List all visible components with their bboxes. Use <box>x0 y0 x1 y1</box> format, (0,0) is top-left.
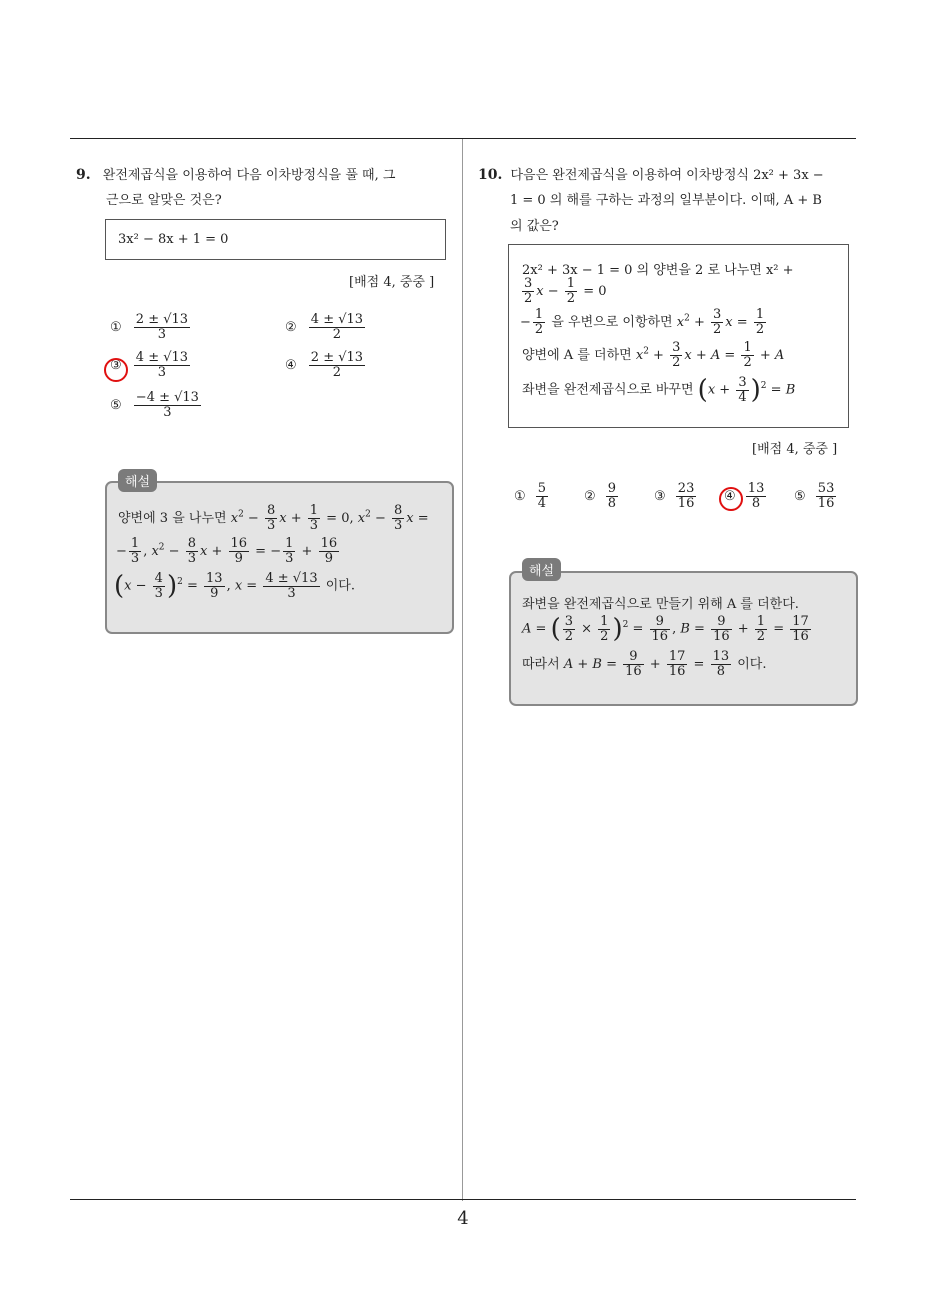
solution-line3: 따라서 A + B = $\frac{9}{16}$ + $\frac{17}{16}$ = $\frac{13}{8}$ 이다. <box>522 649 767 679</box>
score-meta: [배점 4, 중중 ] <box>752 442 838 457</box>
equation-box <box>105 219 446 260</box>
solution-tag: 해설 <box>522 558 561 581</box>
box-line4: 양변에 A 를 더하면 $x^2$ + $\frac{3}{2}$ x + A = $\frac{1}{2}$ + A <box>522 340 785 370</box>
option-3[interactable]: ③ $\frac{23}{16}$ <box>654 481 695 511</box>
question-text-line2: 1 = 0 의 해를 구하는 과정의 일부분이다. 이때, A + B <box>510 193 822 208</box>
option-marker: ④ <box>724 489 736 504</box>
page-number: 4 <box>457 1208 469 1229</box>
solution-line1: 좌변을 완전제곱식으로 만들기 위해 A 를 더한다. <box>522 597 799 612</box>
question-text-line1: 완전제곱식을 이용하여 다음 이차방정식을 풀 때, 그 <box>102 168 396 183</box>
solution-line2: − $\frac{1}{3}$ , $x^2$ − $\frac{8}{3}$ x + $\frac{16}{9}$ = − $\frac{1}{3}$ + $\frac{16}{9}$ <box>116 536 338 566</box>
question-text-line2: 근으로 알맞은 것은? <box>106 193 222 208</box>
question-text-line1: 다음은 완전제곱식을 이용하여 이차방정식 2x² + 3x − <box>510 168 824 183</box>
solution-line3: (x − $\frac{4}{3}$ )$^2$ = $\frac{13}{9}$ , x = $\frac{4 \pm √13}{3}$ 이다. <box>114 570 355 601</box>
option-4[interactable]: ④ $\frac{13}{8}$ <box>724 481 765 511</box>
bottom-rule <box>70 1199 856 1200</box>
option-marker: ② <box>285 320 297 335</box>
option-5[interactable]: ⑤ $\frac{-4 \pm √13}{3}$ <box>110 390 199 420</box>
answer-circle <box>719 487 743 511</box>
option-marker: ⑤ <box>110 398 122 413</box>
box-line1: 2x² + 3x − 1 = 0 의 양변을 2 로 나누면 x² + <box>522 263 794 278</box>
option-marker: ⑤ <box>794 489 806 504</box>
box-line5: 좌변을 완전제곱식으로 바꾸면 (x + $\frac{3}{4}$ )$^2$ = B <box>522 374 796 405</box>
option-marker: ③ <box>110 358 122 373</box>
solution-line2: A = ( $\frac{3}{2}$ × $\frac{1}{2}$ )$^2$ = $\frac{9}{16}$ , B = $\frac{9}{16}$ + $\frac{1}{2}$ = $\frac{17}{16}$ <box>522 613 809 644</box>
option-marker: ③ <box>654 489 666 504</box>
option-marker: ④ <box>285 358 297 373</box>
option-marker: ① <box>514 489 526 504</box>
option-5[interactable]: ⑤ $\frac{53}{16}$ <box>794 481 835 511</box>
question-number: 9. <box>76 167 91 183</box>
option-marker: ② <box>584 489 596 504</box>
score-meta: [배점 4, 중중 ] <box>349 275 435 290</box>
column-divider <box>462 139 463 1201</box>
option-1[interactable]: ① $\frac{2 \pm √13}{3}$ <box>110 312 189 342</box>
answer-circle <box>104 358 128 382</box>
option-marker: ① <box>110 320 122 335</box>
solution-tag: 해설 <box>118 469 157 492</box>
question-number: 10. <box>478 167 503 183</box>
equation: 3x² − 8x + 1 = 0 <box>118 232 229 247</box>
option-2[interactable]: ② $\frac{4 \pm √13}{2}$ <box>285 312 364 342</box>
solution-line1: 양변에 3 을 나누면 $x^2$ − $\frac{8}{3}$ x + $\frac{1}{3}$ = 0, $x^2$ − $\frac{8}{3}$ x = <box>118 503 429 533</box>
option-3[interactable]: ③ $\frac{4 \pm √13}{3}$ <box>110 350 189 380</box>
option-2[interactable]: ② $\frac{9}{8}$ <box>584 481 617 511</box>
option-4[interactable]: ④ $\frac{2 \pm √13}{2}$ <box>285 350 364 380</box>
question-text-line3: 의 값은? <box>510 219 559 234</box>
box-line2: $\frac{3}{2}$ x − $\frac{1}{2}$ = 0 <box>524 276 607 306</box>
option-1[interactable]: ① $\frac{5}{4}$ <box>514 481 547 511</box>
box-line3: − $\frac{1}{2}$ 을 우변으로 이항하면 $x^2$ + $\frac{3}{2}$ x = $\frac{1}{2}$ <box>520 307 765 337</box>
top-rule <box>70 138 856 139</box>
